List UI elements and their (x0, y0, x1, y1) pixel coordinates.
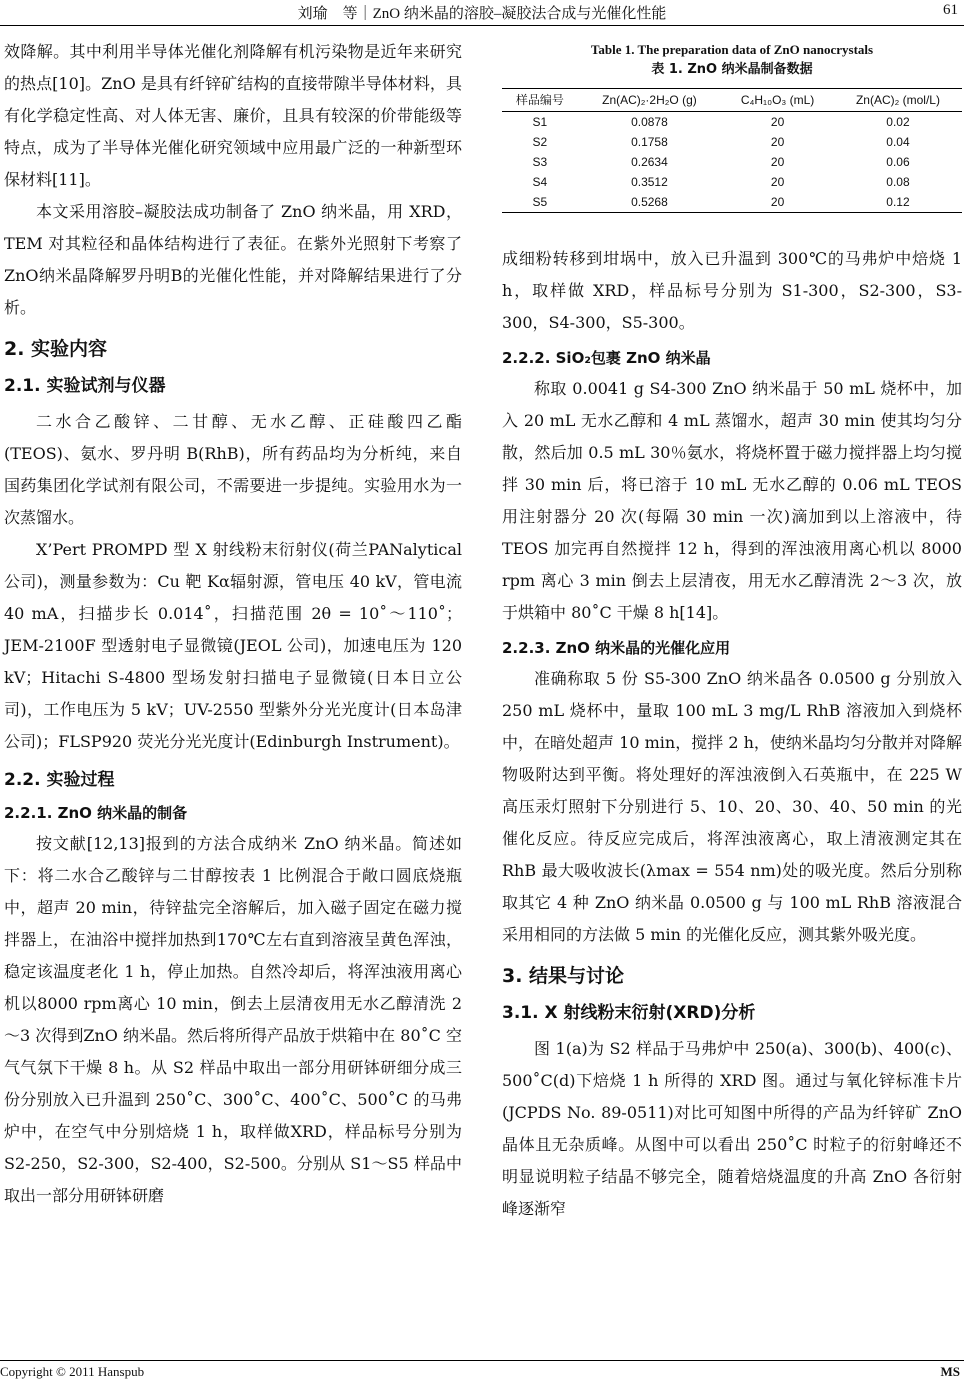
table-cell: S3 (532, 155, 548, 169)
table-cell: 20 (770, 155, 785, 169)
table-cell: 0.06 (886, 155, 910, 169)
page-number: 61 (943, 2, 958, 18)
table-caption-en: Table 1. The preparation data of ZnO nanocrystals (590, 42, 874, 57)
continuation-paragraph: 成细粉转移到坩埚中，放入已升温到 300℃的马弗炉中焙烧 1 h，取样做 XRD，样品标号分别为 S1-300，S2-300，S3-300，S4-300，S5-300。 (502, 249, 962, 332)
table-cell: S2 (532, 135, 548, 149)
xrd-paragraph: 图 1(a)为 S2 样品于马弗炉中 250(a)、300(b)、400(c)、500˚C(d)下焙烧 1 h 所得的 XRD 图。通过与氧化锌标准卡片(JCPDS No. 89-0511)对比可知图中所得的产品为纤锌矿 ZnO 晶体且无杂质峰。从图中可以看出 250˚C 时粒子的衍射峰还不明显说明粒子结晶不够完全，随着焙烧温度的升高 ZnO 各衍射峰逐渐窄 (502, 1039, 962, 1218)
intro-paragraph-1: 效降解。其中利用半导体光催化剂降解有机污染物是近年来研究的热点[10]。ZnO 是具有纤锌矿结构的直接带隙半导体材料，具有化学稳定性高、对人体无害、廉价，且具有较深的价带能级等特点，成为了半导体光催化研究领域中应用最广泛的一种新型环保材料[11]。 (4, 42, 462, 189)
table-cell: 20 (770, 135, 785, 149)
col-header-zinc-acetate: Zn(AC)₂·2H₂O (g) (578, 89, 722, 112)
section-2-1-heading: 2.1. 实验试剂与仪器 (4, 376, 166, 396)
table-cell: 0.3512 (631, 175, 668, 189)
table-cell: 20 (770, 175, 785, 189)
table-cell: 20 (770, 115, 785, 129)
section-3-heading: 3. 结果与讨论 (502, 965, 625, 987)
section-2-heading: 2. 实验内容 (4, 338, 108, 360)
table-cell: S5 (502, 192, 578, 213)
section-2-2-1-heading: 2.2.1. ZnO 纳米晶的制备 (4, 804, 188, 822)
intro-paragraph-2: 本文采用溶胶–凝胶法成功制备了 ZnO 纳米晶，用 XRD，TEM 对其粒径和晶体结构进行了表征。在紫外光照射下考察了ZnO纳米晶降解罗丹明B的光催化性能，并对降解结果进行了分析。 (4, 202, 462, 317)
col-header-concentration: Zn(AC)₂ (mol/L) (834, 89, 962, 112)
header-rule (0, 25, 964, 26)
table-cell: S1 (532, 115, 548, 129)
table-cell: 0.0878 (631, 115, 668, 129)
col-header-sample: 样品编号 (502, 89, 578, 112)
photocatalysis-paragraph: 准确称取 5 份 S5-300 ZnO 纳米晶各 0.0500 g 分别放入 250 mL 烧杯中，量取 100 mL 3 mg/L RhB 溶液加入到烧杯中，在暗处超声 10 min，搅拌 2 h，使纳米晶均匀分散并对降解物吸附达到平衡。将处理好的浑浊液倒入石英瓶中，在 225 W 高压汞灯照射下分别进行 5、10、20、30、40、50 min 的光催化反应。待反应完成后，将浑浊液离心，取上清液测定其在 RhB 最大吸收波长(λmax = 554 nm)处的吸光度。然后分别称取其它 4 种 ZnO 纳米晶 0.0500 g 与 100 mL RhB 溶液混合采用相同的方法做 5 min 的光催化反应，测其紫外吸光度。 (502, 669, 962, 944)
table-cell: 20 (721, 192, 834, 213)
table-row (502, 152, 962, 172)
journal-abbrev: MS (940, 1364, 960, 1379)
right-column (502, 36, 962, 1225)
table-cell: S4 (532, 175, 548, 189)
section-2-2-2-heading: 2.2.2. SiO₂包裹 ZnO 纳米晶 (502, 349, 711, 367)
section-3-1-heading: 3.1. X 射线粉末衍射(XRD)分析 (502, 1003, 756, 1023)
preparation-paragraph: 按文献[12,13]报到的方法合成纳米 ZnO 纳米晶。简述如下：将二水合乙酸锌与二甘醇按表 1 比例混合于敞口圆底烧瓶中，超声 20 min，待锌盐完全溶解后，加入磁子固定在磁力搅拌器上，在油浴中搅拌加热到170℃左右直到溶液呈黄色浑浊，稳定该温度老化 1 h，停止加热。自然冷却后，将浑浊液用离心机以8000 rpm离心 10 min，倒去上层清夜用无水乙醇清洗 2～3 次得到ZnO 纳米晶。然后将所得产品放于烘箱中在 80˚C 空气气氛下干燥 8 h。从 S2 样品中取出一部分用研钵研细分成三份分别放入已升温到 250˚C、300˚C、400˚C、500˚C 的马弗炉中，在空气中分别焙烧 1 h，取样做XRD，样品标号分别为S2-250，S2-300，S2-400，S2-500。分别从 S1～S5 样品中取出一部分用研钵研磨 (4, 834, 462, 1205)
table-caption-zh: 表 1. ZnO 纳米晶制备数据 (651, 62, 813, 77)
preparation-data-table (502, 88, 962, 213)
section-2-2-heading: 2.2. 实验过程 (4, 770, 115, 790)
section-2-2-3-heading: 2.2.3. ZnO 纳米晶的光催化应用 (502, 639, 731, 657)
table-row (502, 192, 962, 213)
instruments-paragraph: X’Pert PROMPD 型 X 射线粉末衍射仪(荷兰PANalytical 公司)，测量参数为：Cu 靶 Kα辐射源，管电压 40 kV，管电流 40 mA，扫描步长 0.014˚，扫描范围 2θ = 10˚～110˚；JEM-2100F 型透射电子显微镜(JEOL 公司)，加速电压为 120 kV；Hitachi S-4800 型场发射扫描电子显微镜(日本日立公司)，工作电压为 5 kV；UV-2550 型紫外分光光度计(日本岛津公司)；FLSP920 荧光分光光度计(Edinburgh Instrument)。 (4, 540, 462, 751)
table-cell: 0.1758 (631, 135, 668, 149)
table-row (502, 172, 962, 192)
table-cell: 0.08 (886, 175, 910, 189)
footer-rule (0, 1360, 964, 1361)
copyright-text: Copyright © 2011 Hanspub (0, 1364, 145, 1379)
table-row (502, 132, 962, 152)
reagents-paragraph: 二水合乙酸锌、二甘醇、无水乙醇、正硅酸四乙酯(TEOS)、氨水、罗丹明 B(RhB)，所有药品均为分析纯，来自国药集团化学试剂有限公司，不需要进一步提纯。实验用水为一次蒸馏水。 (4, 412, 462, 527)
col-header-diethylene-glycol: C₄H₁₀O₃ (mL) (721, 89, 834, 112)
table-header-row (502, 89, 962, 112)
table-cell: 0.12 (834, 192, 962, 213)
table-row (502, 112, 962, 133)
sio2-coating-paragraph: 称取 0.0041 g S4-300 ZnO 纳米晶于 50 mL 烧杯中，加入 20 mL 无水乙醇和 4 mL 蒸馏水，超声 30 min 使其均匀分散，然后加 0.5 mL 30％氨水，将烧杯置于磁力搅拌器上均匀搅拌 30 min 后，将已溶于 10 mL 无水乙醇的 0.06 mL TEOS 用注射器分 20 次(每隔 30 min 一次)滴加到以上溶液中，待 TEOS 加完再自然搅拌 12 h，得到的浑浊液用离心机以 8000 rpm 离心 3 min 倒去上层清夜，用无水乙醇清洗 2～3 次，放于烘箱中 80˚C 干燥 8 h[14]。 (502, 379, 962, 622)
left-column (4, 36, 462, 1212)
table-cell: 0.04 (886, 135, 910, 149)
table-cell: 0.5268 (578, 192, 722, 213)
page-header (0, 0, 964, 24)
running-title: 刘瑜 等｜ZnO 纳米晶的溶胶–凝胶法合成与光催化性能 (297, 6, 667, 22)
table-cell: 0.2634 (631, 155, 668, 169)
table-1 (502, 40, 962, 213)
table-cell: 0.02 (886, 115, 910, 129)
